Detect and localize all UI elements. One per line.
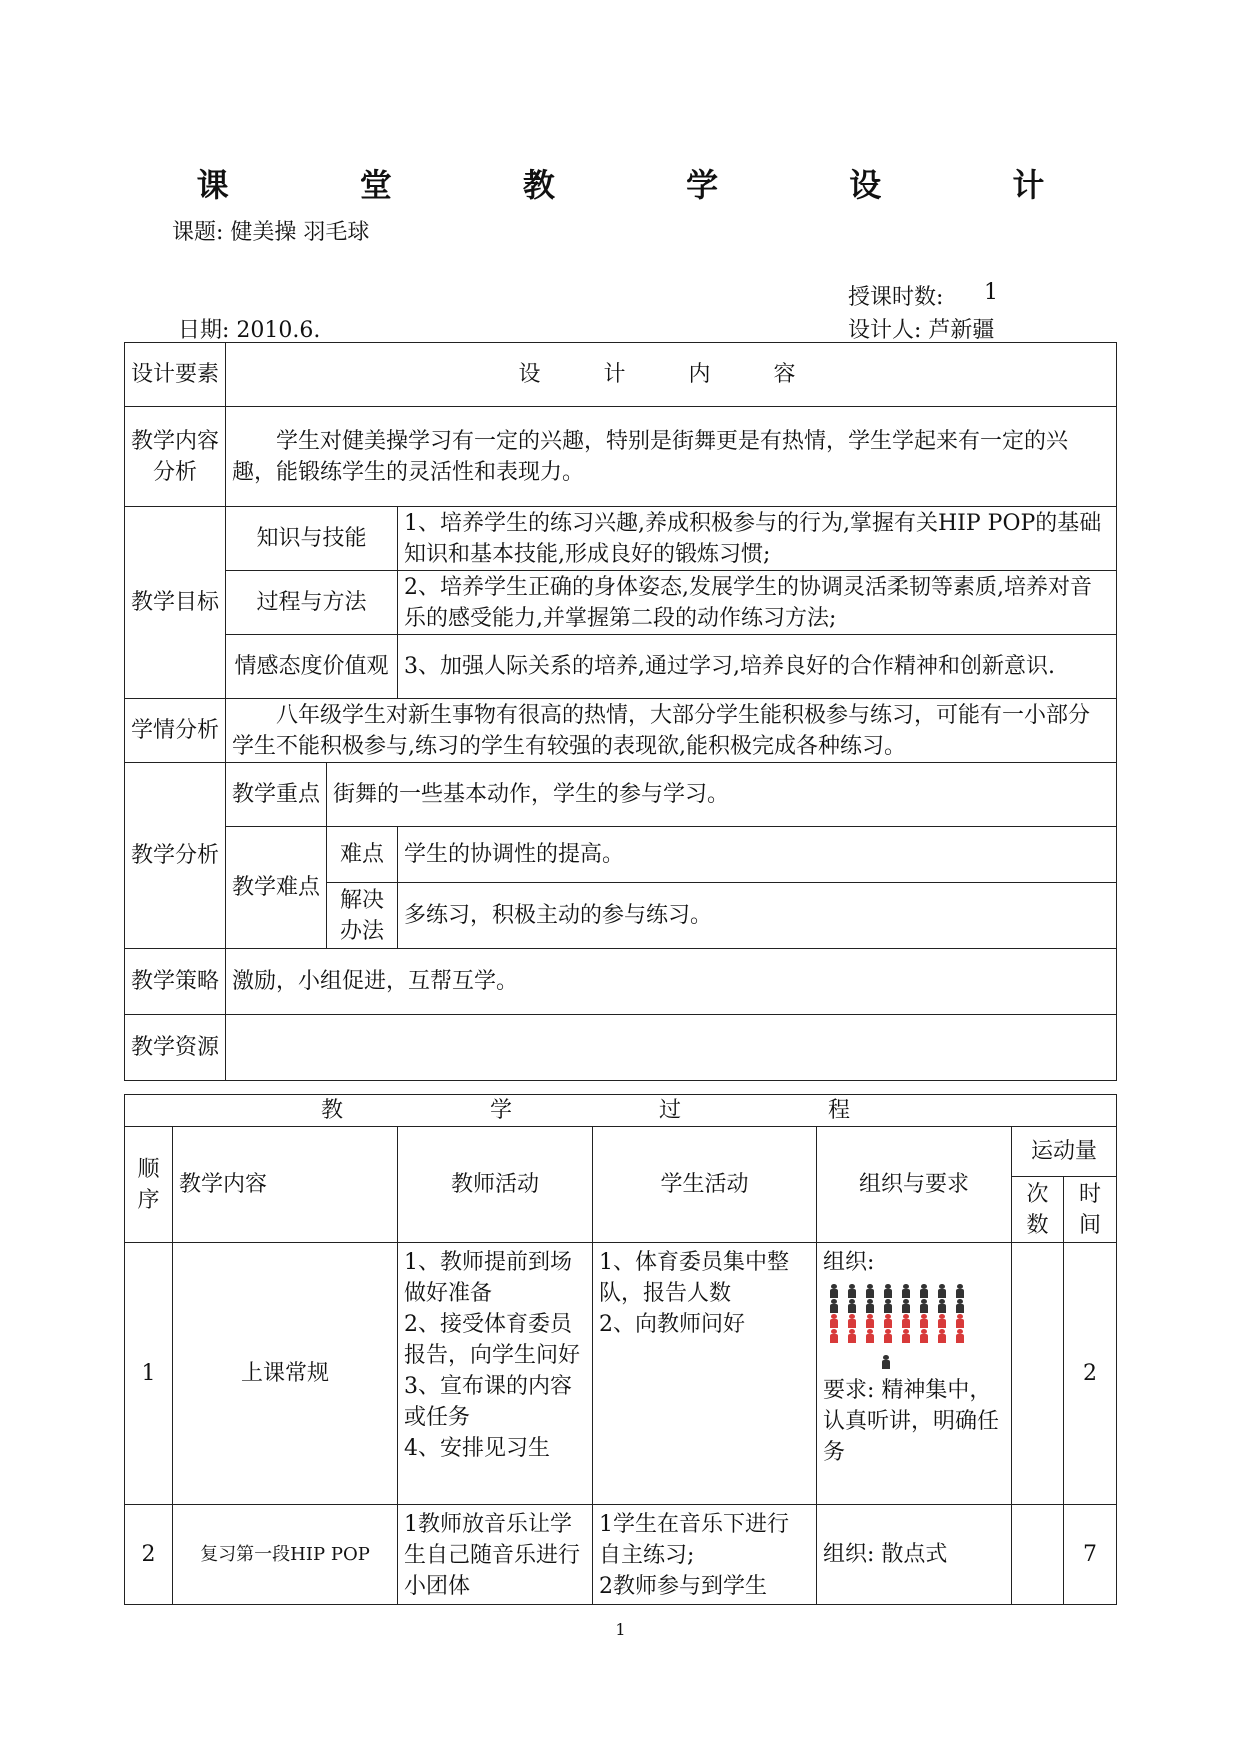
student-icon bbox=[935, 1314, 949, 1328]
row2-count bbox=[1012, 1505, 1064, 1605]
student-icon bbox=[899, 1284, 913, 1298]
header-order: 顺序 bbox=[125, 1127, 173, 1243]
student-icon bbox=[881, 1284, 895, 1298]
situation-label: 学情分析 bbox=[125, 699, 226, 763]
difficulty-sub-label: 难点 bbox=[327, 827, 398, 883]
row1-teacher-item: 2、接受体育委员报告，向学生问好 bbox=[404, 1312, 581, 1368]
designer: 设计人: 芦新疆 bbox=[848, 318, 995, 343]
student-icon bbox=[917, 1284, 931, 1298]
resource-label: 教学资源 bbox=[125, 1015, 226, 1081]
situation-text: 八年级学生对新生事物有很高的热情，大部分学生能积极参与练习，可能有一小部分学生不能积极参与,练习的学生有较强的表现欲,能积极完成各种练习。 bbox=[226, 699, 1117, 763]
goal-text-1: 1、培养学生的练习兴趣,养成积极参与的行为,掌握有关HIP POP的基础知识和基本技能,形成良好的锻炼习惯; bbox=[398, 507, 1117, 571]
student-icon bbox=[863, 1299, 877, 1313]
row2-student-item: 2教师参与到学生 bbox=[599, 1574, 767, 1599]
student-icon bbox=[845, 1329, 859, 1343]
row2-org bbox=[817, 1505, 1012, 1605]
row2-teacher-item: 1教师放音乐让学生自己随音乐进行小团体 bbox=[404, 1512, 581, 1599]
student-icon bbox=[863, 1284, 877, 1298]
student-icon bbox=[935, 1299, 949, 1313]
row1-org-label: 组织: bbox=[823, 1250, 875, 1275]
goal-label-2: 过程与方法 bbox=[226, 571, 398, 635]
student-icon bbox=[935, 1284, 949, 1298]
header-load: 运动量 bbox=[1012, 1127, 1117, 1177]
student-icon bbox=[917, 1299, 931, 1313]
row1-count bbox=[1012, 1243, 1064, 1505]
date: 日期: 2010.6. bbox=[178, 318, 321, 343]
content-analysis-label: 教学内容分析 bbox=[125, 407, 226, 507]
row1-teacher bbox=[398, 1243, 593, 1505]
page-number: 1 bbox=[615, 1620, 626, 1639]
page-title: 课 堂 教 学 设 计 bbox=[196, 166, 1105, 204]
row2-org-label: 组织: 散点式 bbox=[823, 1542, 948, 1567]
row1-student-item: 2、向教师问好 bbox=[599, 1312, 745, 1337]
design-table bbox=[124, 342, 1117, 1081]
resource-text bbox=[226, 1015, 1117, 1081]
analysis-label: 教学分析 bbox=[125, 763, 226, 949]
row2-order: 2 bbox=[125, 1505, 173, 1605]
process-title: 教 学 过 程 bbox=[125, 1095, 1117, 1127]
row1-student-item: 1、体育委员集中整队，报告人数 bbox=[599, 1250, 789, 1306]
header-count: 次数 bbox=[1012, 1177, 1064, 1243]
goal-label-3: 情感态度价值观 bbox=[226, 635, 398, 699]
row1-teacher-item: 3、宣布课的内容或任务 bbox=[404, 1374, 572, 1430]
difficulty-label: 教学难点 bbox=[226, 827, 327, 949]
difficulty-text: 学生的协调性的提高。 bbox=[398, 827, 1117, 883]
student-icon bbox=[845, 1284, 859, 1298]
student-icon bbox=[827, 1299, 841, 1313]
row1-teacher-item: 4、安排见习生 bbox=[404, 1436, 550, 1461]
row2-student-item: 1学生在音乐下进行自主练习; bbox=[599, 1512, 789, 1568]
row1-order: 1 bbox=[125, 1243, 173, 1505]
student-icon bbox=[917, 1329, 931, 1343]
student-icon bbox=[935, 1329, 949, 1343]
goal-text-3: 3、加强人际关系的培养,通过学习,培养良好的合作精神和创新意识. bbox=[398, 635, 1117, 699]
student-icon bbox=[899, 1314, 913, 1328]
row1-student bbox=[593, 1243, 817, 1505]
process-table bbox=[124, 1094, 1117, 1605]
student-icon bbox=[953, 1284, 967, 1298]
solution-label: 解决办法 bbox=[327, 883, 398, 949]
row2-content: 复习第一段HIP POP bbox=[173, 1505, 398, 1605]
key-text: 街舞的一些基本动作，学生的参与学习。 bbox=[327, 763, 1117, 827]
row1-content: 上课常规 bbox=[173, 1243, 398, 1505]
student-icon bbox=[953, 1299, 967, 1313]
student-icon bbox=[827, 1284, 841, 1298]
student-icon bbox=[899, 1329, 913, 1343]
header-content: 教学内容 bbox=[173, 1127, 398, 1243]
teacher-icon bbox=[879, 1355, 893, 1369]
row1-org-requirement: 要求: 精神集中，认真听讲，明确任务 bbox=[823, 1378, 1000, 1465]
student-icon bbox=[953, 1314, 967, 1328]
strategy-label: 教学策略 bbox=[125, 949, 226, 1015]
student-icon bbox=[863, 1314, 877, 1328]
goals-label: 教学目标 bbox=[125, 507, 226, 699]
student-icon bbox=[845, 1299, 859, 1313]
student-icon bbox=[881, 1314, 895, 1328]
student-icon bbox=[827, 1329, 841, 1343]
student-icon bbox=[953, 1329, 967, 1343]
content-analysis-text: 学生对健美操学习有一定的兴趣，特别是街舞更是有热情，学生学起来有一定的兴趣，能锻练学生的灵活性和表现力。 bbox=[226, 407, 1117, 507]
col-header-elements: 设计要素 bbox=[125, 343, 226, 407]
col-header-content: 设 计 内 容 bbox=[226, 343, 1117, 407]
student-icon bbox=[881, 1329, 895, 1343]
header-org: 组织与要求 bbox=[817, 1127, 1012, 1243]
goal-text-2: 2、培养学生正确的身体姿态,发展学生的协调灵活柔韧等素质,培养对音乐的感受能力,并掌握第二段的动作练习方法; bbox=[398, 571, 1117, 635]
header-student: 学生活动 bbox=[593, 1127, 817, 1243]
row1-org bbox=[817, 1243, 1012, 1505]
student-icon bbox=[917, 1314, 931, 1328]
topic: 课题: 健美操 羽毛球 bbox=[172, 220, 370, 245]
student-icon bbox=[845, 1314, 859, 1328]
strategy-text: 激励，小组促进，互帮互学。 bbox=[226, 949, 1117, 1015]
row2-time: 7 bbox=[1064, 1505, 1117, 1605]
solution-text: 多练习，积极主动的参与练习。 bbox=[398, 883, 1117, 949]
key-label: 教学重点 bbox=[226, 763, 327, 827]
row2-student bbox=[593, 1505, 817, 1605]
student-icon bbox=[863, 1329, 877, 1343]
hours-label: 授课时数: bbox=[848, 285, 944, 310]
row1-teacher-item: 1、教师提前到场做好准备 bbox=[404, 1250, 572, 1306]
student-icon bbox=[899, 1299, 913, 1313]
row1-time: 2 bbox=[1064, 1243, 1117, 1505]
goal-label-1: 知识与技能 bbox=[226, 507, 398, 571]
header-time: 时间 bbox=[1064, 1177, 1117, 1243]
student-icon bbox=[881, 1299, 895, 1313]
formation-diagram bbox=[827, 1284, 1005, 1343]
header-teacher: 教师活动 bbox=[398, 1127, 593, 1243]
row2-teacher bbox=[398, 1505, 593, 1605]
hours-value: 1 bbox=[984, 280, 998, 305]
student-icon bbox=[827, 1314, 841, 1328]
